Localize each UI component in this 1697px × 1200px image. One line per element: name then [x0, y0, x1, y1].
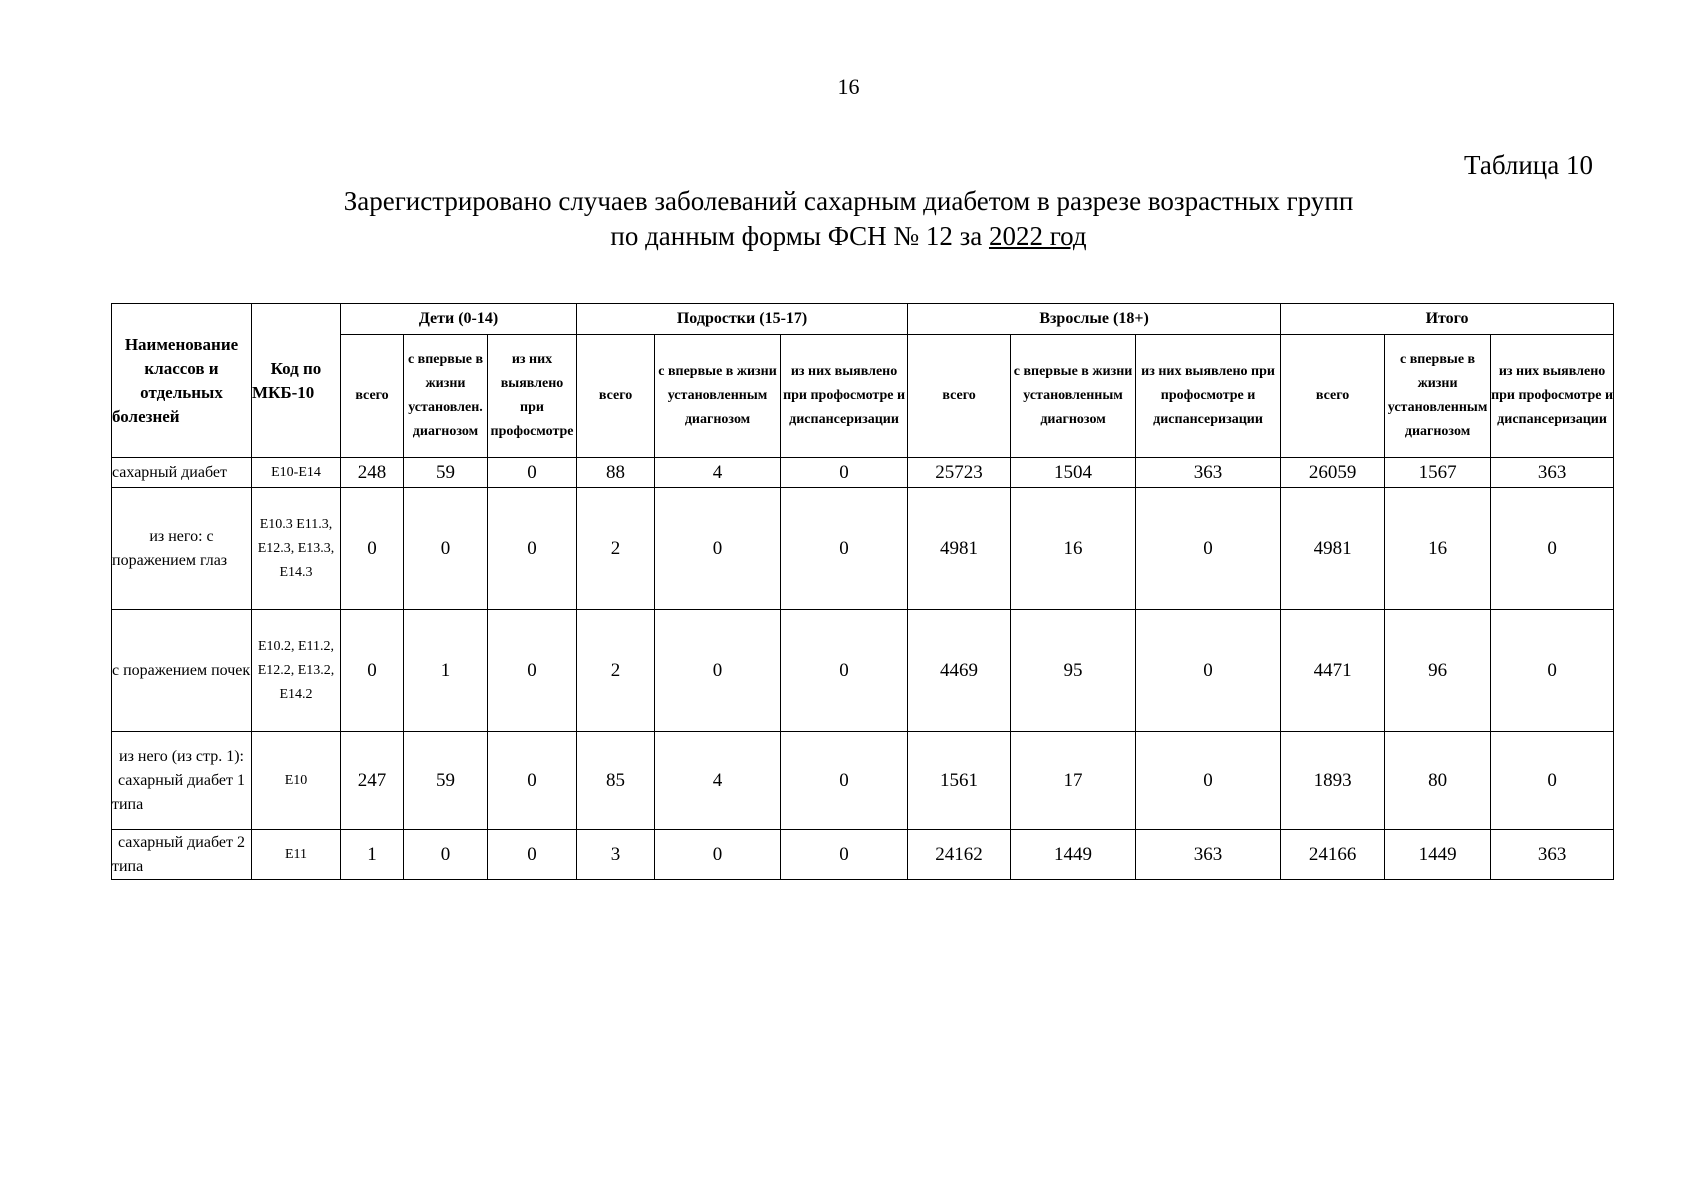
- cell-teens-screening: 0: [781, 458, 908, 488]
- cell-total-total: 26059: [1281, 458, 1385, 488]
- cell-teens-total: 88: [577, 458, 655, 488]
- row-icd-code: E10.2, E11.2, E12.2, E13.2, E14.2: [252, 610, 341, 732]
- cell-total-screening: 363: [1491, 458, 1614, 488]
- cell-children-total: 0: [341, 488, 404, 610]
- table-row: [112, 830, 1614, 880]
- header-adults-first-time: с впервые в жизни установленным диагнозом: [1011, 335, 1136, 458]
- cell-adults-total: 1561: [908, 732, 1011, 830]
- header-adults-total: всего: [908, 335, 1011, 458]
- cell-children-total: 248: [341, 458, 404, 488]
- cell-children-screening: 0: [488, 610, 577, 732]
- table-body: [112, 458, 1614, 880]
- cell-children-first-time: 0: [404, 488, 488, 610]
- cell-adults-first-time: 17: [1011, 732, 1136, 830]
- cell-total-first-time: 1449: [1385, 830, 1491, 880]
- cell-adults-screening: 0: [1136, 732, 1281, 830]
- row-icd-code: E10.3 E11.3, E12.3, E13.3, E14.3: [252, 488, 341, 610]
- header-children-total: всего: [341, 335, 404, 458]
- cell-adults-screening: 0: [1136, 610, 1281, 732]
- cell-teens-total: 2: [577, 488, 655, 610]
- cell-teens-total: 3: [577, 830, 655, 880]
- cell-children-screening: 0: [488, 830, 577, 880]
- cell-total-screening: 363: [1491, 830, 1614, 880]
- row-disease-name: сахарный диабет 2 типа: [112, 830, 252, 880]
- header-group-children: Дети (0-14): [341, 304, 577, 335]
- cell-teens-screening: 0: [781, 610, 908, 732]
- header-name: Наименование классов и отдельных болезней: [112, 304, 252, 458]
- cell-total-total: 1893: [1281, 732, 1385, 830]
- header-teens-first-time: с впервые в жизни установленным диагнозом: [655, 335, 781, 458]
- header-group-teens: Подростки (15-17): [577, 304, 908, 335]
- cell-children-first-time: 0: [404, 830, 488, 880]
- cell-adults-total: 4469: [908, 610, 1011, 732]
- header-code: Код по МКБ-10: [252, 304, 341, 458]
- header-total-first-time: с впервые в жизни установленным диагнозом: [1385, 335, 1491, 458]
- cell-total-screening: 0: [1491, 488, 1614, 610]
- title-year: 2022 год: [988, 221, 1087, 251]
- diabetes-cases-table: [111, 303, 1614, 880]
- cell-adults-screening: 363: [1136, 830, 1281, 880]
- cell-children-screening: 0: [488, 732, 577, 830]
- cell-total-first-time: 16: [1385, 488, 1491, 610]
- cell-adults-first-time: 16: [1011, 488, 1136, 610]
- header-adults-screening: из них выявлено при профосмотре и диспансеризации: [1136, 335, 1281, 458]
- row-icd-code: E10: [252, 732, 341, 830]
- title-line-2-prefix: по данным формы ФСН № 12 за: [610, 221, 989, 251]
- cell-adults-total: 24162: [908, 830, 1011, 880]
- cell-total-total: 24166: [1281, 830, 1385, 880]
- cell-total-first-time: 80: [1385, 732, 1491, 830]
- cell-adults-total: 25723: [908, 458, 1011, 488]
- header-teens-total: всего: [577, 335, 655, 458]
- cell-teens-first-time: 4: [655, 732, 781, 830]
- cell-teens-first-time: 4: [655, 458, 781, 488]
- page-number: 16: [837, 74, 860, 99]
- cell-adults-total: 4981: [908, 488, 1011, 610]
- row-icd-code: E11: [252, 830, 341, 880]
- header-children-screening: из них выявлено при профосмотре: [488, 335, 577, 458]
- cell-total-total: 4471: [1281, 610, 1385, 732]
- cell-children-first-time: 59: [404, 458, 488, 488]
- cell-adults-screening: 363: [1136, 458, 1281, 488]
- cell-children-screening: 0: [488, 458, 577, 488]
- row-disease-name: сахарный диабет: [112, 458, 252, 488]
- header-total-total: всего: [1281, 335, 1385, 458]
- cell-teens-first-time: 0: [655, 830, 781, 880]
- header-row-groups: [112, 304, 1614, 335]
- table-row: [112, 488, 1614, 610]
- header-group-total: Итого: [1281, 304, 1614, 335]
- header-group-adults: Взрослые (18+): [908, 304, 1281, 335]
- cell-teens-screening: 0: [781, 830, 908, 880]
- cell-teens-screening: 0: [781, 488, 908, 610]
- cell-total-first-time: 96: [1385, 610, 1491, 732]
- cell-adults-first-time: 1504: [1011, 458, 1136, 488]
- cell-teens-first-time: 0: [655, 488, 781, 610]
- cell-children-first-time: 1: [404, 610, 488, 732]
- table-label: Таблица 10: [1464, 150, 1593, 180]
- cell-children-total: 0: [341, 610, 404, 732]
- document-title: [0, 184, 1697, 254]
- cell-adults-first-time: 1449: [1011, 830, 1136, 880]
- cell-total-first-time: 1567: [1385, 458, 1491, 488]
- table-row: [112, 732, 1614, 830]
- cell-adults-first-time: 95: [1011, 610, 1136, 732]
- header-children-first-time: с впервые в жизни установлен. диагнозом: [404, 335, 488, 458]
- row-disease-name: из него: с поражением глаз: [112, 488, 252, 610]
- cell-adults-screening: 0: [1136, 488, 1281, 610]
- cell-children-screening: 0: [488, 488, 577, 610]
- title-line-2: [0, 219, 1697, 254]
- row-disease-name: из него (из стр. 1): сахарный диабет 1 типа: [112, 732, 252, 830]
- cell-teens-first-time: 0: [655, 610, 781, 732]
- cell-teens-total: 2: [577, 610, 655, 732]
- cell-total-screening: 0: [1491, 732, 1614, 830]
- row-disease-name: с поражением почек: [112, 610, 252, 732]
- row-icd-code: E10-E14: [252, 458, 341, 488]
- header-teens-screening: из них выявлено при профосмотре и диспансеризации: [781, 335, 908, 458]
- title-line-1: Зарегистрировано случаев заболеваний сахарным диабетом в разрезе возрастных групп: [343, 186, 1354, 216]
- cell-total-total: 4981: [1281, 488, 1385, 610]
- cell-children-total: 247: [341, 732, 404, 830]
- table-row: [112, 458, 1614, 488]
- cell-children-total: 1: [341, 830, 404, 880]
- cell-teens-screening: 0: [781, 732, 908, 830]
- cell-teens-total: 85: [577, 732, 655, 830]
- cell-total-screening: 0: [1491, 610, 1614, 732]
- table-row: [112, 610, 1614, 732]
- header-total-screening: из них выявлено при профосмотре и диспансеризации: [1491, 335, 1614, 458]
- cell-children-first-time: 59: [404, 732, 488, 830]
